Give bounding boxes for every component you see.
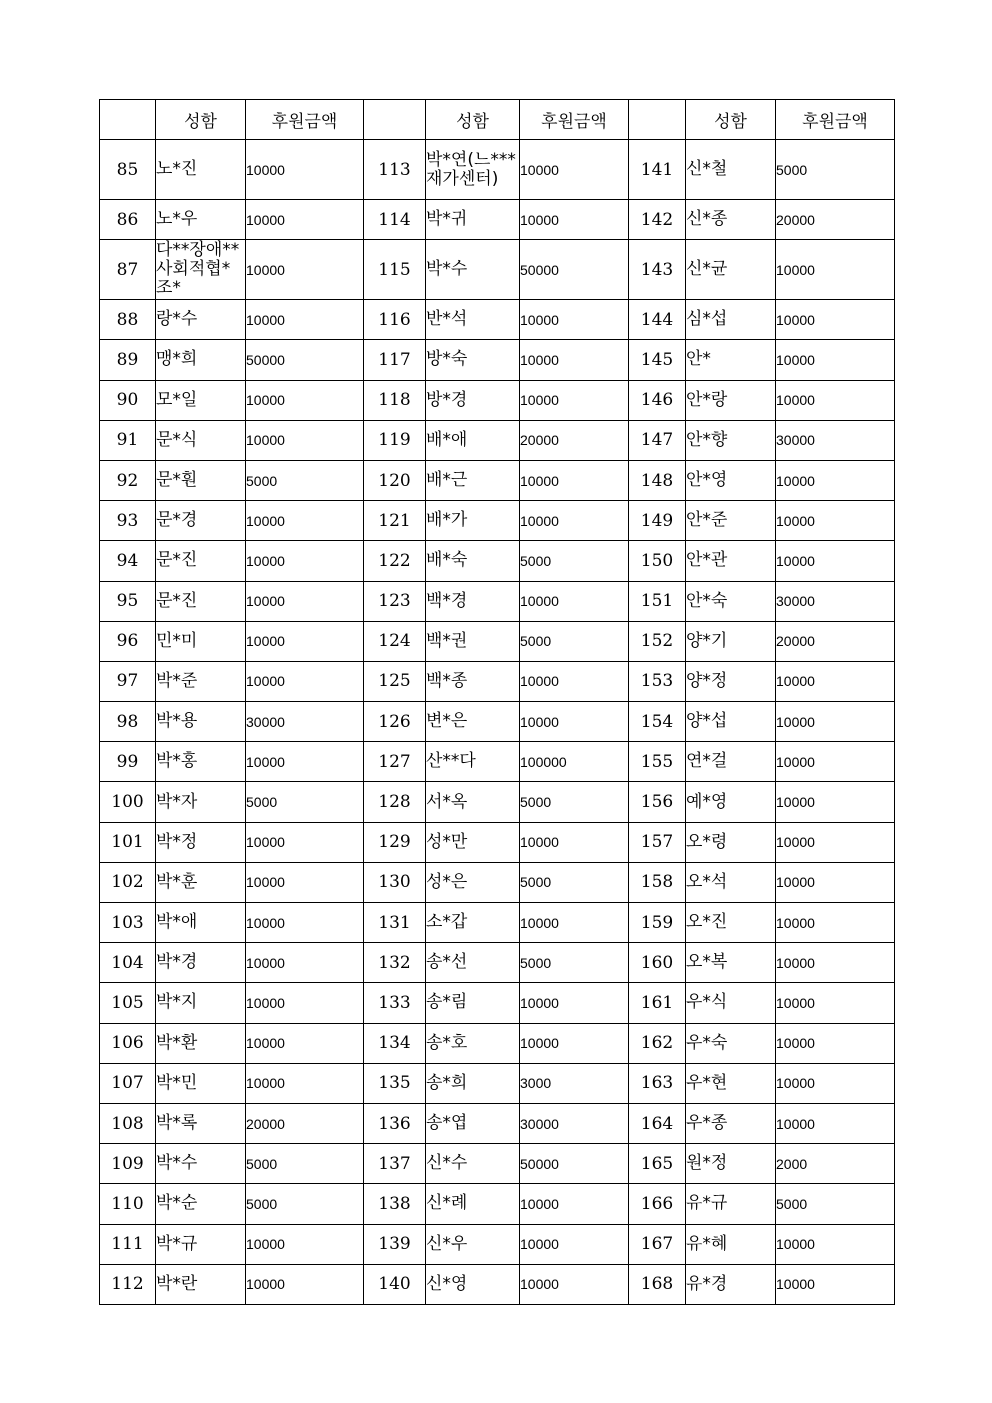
donor-number: 121 — [364, 501, 426, 541]
donor-name: 심*섭 — [686, 300, 776, 340]
donation-amount: 10000 — [520, 380, 629, 420]
donor-name: 소*갑 — [426, 903, 520, 943]
donor-name: 문*훤 — [156, 460, 246, 500]
donor-name: 박*훈 — [156, 862, 246, 902]
donor-name: 백*경 — [426, 581, 520, 621]
donor-name: 안*영 — [686, 460, 776, 500]
donor-number: 145 — [629, 340, 686, 380]
donation-amount: 10000 — [246, 240, 364, 300]
donor-number: 132 — [364, 943, 426, 983]
donor-name: 문*경 — [156, 501, 246, 541]
table-row — [100, 1063, 895, 1103]
donation-amount: 10000 — [246, 1023, 364, 1063]
donor-table — [99, 99, 895, 1305]
donor-name: 안*준 — [686, 501, 776, 541]
donation-amount: 10000 — [776, 501, 895, 541]
donor-number: 128 — [364, 782, 426, 822]
table-row — [100, 380, 895, 420]
donation-amount: 20000 — [776, 200, 895, 240]
number-header — [100, 100, 156, 140]
donation-amount: 10000 — [520, 1184, 629, 1224]
donation-amount: 10000 — [776, 862, 895, 902]
donor-name: 맹*희 — [156, 340, 246, 380]
donor-name: 원*정 — [686, 1144, 776, 1184]
donor-number: 122 — [364, 541, 426, 581]
table-row — [100, 661, 895, 701]
donation-amount: 5000 — [520, 541, 629, 581]
donation-amount: 10000 — [776, 460, 895, 500]
donation-amount: 30000 — [246, 702, 364, 742]
donor-number: 155 — [629, 742, 686, 782]
donor-number: 96 — [100, 621, 156, 661]
donation-amount: 10000 — [246, 140, 364, 200]
donor-number: 123 — [364, 581, 426, 621]
table-row — [100, 1224, 895, 1264]
donation-amount: 10000 — [246, 541, 364, 581]
donor-number: 135 — [364, 1063, 426, 1103]
donation-amount: 10000 — [246, 661, 364, 701]
donation-amount: 10000 — [246, 983, 364, 1023]
donor-number: 144 — [629, 300, 686, 340]
donor-number: 160 — [629, 943, 686, 983]
donor-name: 박*용 — [156, 702, 246, 742]
donor-number: 89 — [100, 340, 156, 380]
donation-amount: 5000 — [776, 1184, 895, 1224]
donor-name: 우*현 — [686, 1063, 776, 1103]
donation-amount: 10000 — [776, 943, 895, 983]
donor-number: 147 — [629, 420, 686, 460]
donation-amount: 10000 — [520, 200, 629, 240]
donation-amount: 100000 — [520, 742, 629, 782]
donor-number: 161 — [629, 983, 686, 1023]
donor-number: 102 — [100, 862, 156, 902]
donor-name: 유*혜 — [686, 1224, 776, 1264]
donor-name: 송*선 — [426, 943, 520, 983]
donation-amount: 30000 — [776, 581, 895, 621]
donation-amount: 50000 — [520, 240, 629, 300]
donation-amount: 5000 — [246, 782, 364, 822]
donation-amount: 10000 — [520, 822, 629, 862]
donor-number: 134 — [364, 1023, 426, 1063]
donor-name: 박*규 — [156, 1224, 246, 1264]
donor-name: 박*란 — [156, 1264, 246, 1304]
donor-name: 박*수 — [426, 240, 520, 300]
donation-amount: 10000 — [246, 742, 364, 782]
table-row — [100, 702, 895, 742]
donation-amount: 10000 — [520, 340, 629, 380]
donor-name: 서*옥 — [426, 782, 520, 822]
donor-name: 양*정 — [686, 661, 776, 701]
table-row — [100, 742, 895, 782]
donation-amount: 10000 — [776, 300, 895, 340]
donor-number: 168 — [629, 1264, 686, 1304]
donor-name: 배*숙 — [426, 541, 520, 581]
donor-number: 143 — [629, 240, 686, 300]
donor-name: 신*례 — [426, 1184, 520, 1224]
donor-name: 문*식 — [156, 420, 246, 460]
donor-number: 140 — [364, 1264, 426, 1304]
table-row — [100, 1144, 895, 1184]
donation-amount: 10000 — [776, 1264, 895, 1304]
donor-name: 예*영 — [686, 782, 776, 822]
donation-amount: 10000 — [776, 1103, 895, 1143]
donor-name: 박*준 — [156, 661, 246, 701]
donor-name: 박*홍 — [156, 742, 246, 782]
donation-amount: 10000 — [776, 702, 895, 742]
donation-amount: 10000 — [776, 983, 895, 1023]
donation-amount: 10000 — [520, 661, 629, 701]
donor-number: 136 — [364, 1103, 426, 1143]
donor-name: 배*애 — [426, 420, 520, 460]
donor-number: 90 — [100, 380, 156, 420]
table-row — [100, 1103, 895, 1143]
donor-name: 노*우 — [156, 200, 246, 240]
donor-name: 백*종 — [426, 661, 520, 701]
donor-name: 오*령 — [686, 822, 776, 862]
donor-number: 125 — [364, 661, 426, 701]
header-row — [100, 100, 895, 140]
donor-name: 박*자 — [156, 782, 246, 822]
donation-amount: 10000 — [520, 460, 629, 500]
donor-number: 163 — [629, 1063, 686, 1103]
table-row — [100, 621, 895, 661]
donor-number: 120 — [364, 460, 426, 500]
donor-number: 86 — [100, 200, 156, 240]
donor-number: 137 — [364, 1144, 426, 1184]
donor-number: 166 — [629, 1184, 686, 1224]
donor-name: 박*록 — [156, 1103, 246, 1143]
donor-number: 141 — [629, 140, 686, 200]
donor-name: 송*림 — [426, 983, 520, 1023]
donor-number: 149 — [629, 501, 686, 541]
donor-number: 112 — [100, 1264, 156, 1304]
donor-number: 127 — [364, 742, 426, 782]
table-row — [100, 240, 895, 300]
donation-amount: 10000 — [520, 1023, 629, 1063]
donor-number: 104 — [100, 943, 156, 983]
donor-number: 146 — [629, 380, 686, 420]
donor-number: 103 — [100, 903, 156, 943]
donor-name: 유*경 — [686, 1264, 776, 1304]
donation-amount: 10000 — [776, 782, 895, 822]
donor-name: 안* — [686, 340, 776, 380]
donation-amount: 10000 — [520, 1264, 629, 1304]
donor-number: 167 — [629, 1224, 686, 1264]
donor-name: 랑*수 — [156, 300, 246, 340]
donor-name: 송*희 — [426, 1063, 520, 1103]
table-row — [100, 420, 895, 460]
donor-name: 신*수 — [426, 1144, 520, 1184]
donor-name: 유*규 — [686, 1184, 776, 1224]
donor-name: 박*경 — [156, 943, 246, 983]
donor-number: 124 — [364, 621, 426, 661]
donor-name: 양*섭 — [686, 702, 776, 742]
donor-number: 85 — [100, 140, 156, 200]
donor-number: 107 — [100, 1063, 156, 1103]
donor-number: 110 — [100, 1184, 156, 1224]
donation-amount: 10000 — [246, 300, 364, 340]
donor-name: 민*미 — [156, 621, 246, 661]
donor-name: 백*권 — [426, 621, 520, 661]
donor-number: 116 — [364, 300, 426, 340]
donor-number: 151 — [629, 581, 686, 621]
donor-number: 92 — [100, 460, 156, 500]
table-row — [100, 300, 895, 340]
donor-name: 신*철 — [686, 140, 776, 200]
table-row — [100, 1264, 895, 1304]
amount-header: 후원금액 — [246, 100, 364, 140]
donor-name: 안*향 — [686, 420, 776, 460]
donation-amount: 10000 — [246, 501, 364, 541]
donor-name: 박*귀 — [426, 200, 520, 240]
donation-amount: 20000 — [246, 1103, 364, 1143]
donation-amount: 5000 — [520, 782, 629, 822]
donor-name: 박*연(느***재가센터) — [426, 140, 520, 200]
donation-amount: 10000 — [776, 822, 895, 862]
donation-amount: 5000 — [246, 460, 364, 500]
table-row — [100, 782, 895, 822]
donor-name: 오*진 — [686, 903, 776, 943]
table-row — [100, 340, 895, 380]
donation-amount: 5000 — [520, 943, 629, 983]
table-row — [100, 1023, 895, 1063]
table-row — [100, 943, 895, 983]
table-body — [100, 140, 895, 1305]
donation-amount: 10000 — [776, 903, 895, 943]
donor-name: 배*근 — [426, 460, 520, 500]
donor-name: 성*만 — [426, 822, 520, 862]
donor-number: 126 — [364, 702, 426, 742]
donor-number: 98 — [100, 702, 156, 742]
donor-number: 101 — [100, 822, 156, 862]
donation-amount: 10000 — [246, 581, 364, 621]
donor-name: 박*환 — [156, 1023, 246, 1063]
donor-name: 산**다 — [426, 742, 520, 782]
name-header: 성함 — [426, 100, 520, 140]
donor-number: 129 — [364, 822, 426, 862]
table-row — [100, 983, 895, 1023]
donor-name: 안*관 — [686, 541, 776, 581]
donor-name: 신*우 — [426, 1224, 520, 1264]
donor-number: 133 — [364, 983, 426, 1023]
donation-amount: 10000 — [520, 581, 629, 621]
table-row — [100, 460, 895, 500]
donor-number: 154 — [629, 702, 686, 742]
donor-number: 148 — [629, 460, 686, 500]
donation-amount: 10000 — [246, 1224, 364, 1264]
donation-amount: 10000 — [246, 420, 364, 460]
donation-amount: 5000 — [246, 1184, 364, 1224]
donation-amount: 50000 — [520, 1144, 629, 1184]
number-header — [364, 100, 426, 140]
donor-name: 반*석 — [426, 300, 520, 340]
donation-amount: 10000 — [776, 541, 895, 581]
donor-number: 156 — [629, 782, 686, 822]
donation-amount: 10000 — [776, 742, 895, 782]
donation-amount: 5000 — [776, 140, 895, 200]
donor-number: 115 — [364, 240, 426, 300]
donation-amount: 10000 — [776, 380, 895, 420]
donor-name: 다**장애**사회적협*조* — [156, 240, 246, 300]
donor-name: 성*은 — [426, 862, 520, 902]
donation-amount: 20000 — [520, 420, 629, 460]
donation-amount: 3000 — [520, 1063, 629, 1103]
donor-number: 91 — [100, 420, 156, 460]
donor-name: 문*진 — [156, 581, 246, 621]
table-row — [100, 140, 895, 200]
donation-amount: 5000 — [520, 621, 629, 661]
donor-number: 111 — [100, 1224, 156, 1264]
donor-name: 모*일 — [156, 380, 246, 420]
donation-amount: 10000 — [520, 1224, 629, 1264]
donor-number: 87 — [100, 240, 156, 300]
donor-name: 박*민 — [156, 1063, 246, 1103]
donation-amount: 10000 — [520, 501, 629, 541]
donor-number: 164 — [629, 1103, 686, 1143]
donor-name: 박*순 — [156, 1184, 246, 1224]
donor-number: 108 — [100, 1103, 156, 1143]
table-row — [100, 1184, 895, 1224]
table-header — [100, 100, 895, 140]
donation-amount: 50000 — [246, 340, 364, 380]
donor-name: 안*랑 — [686, 380, 776, 420]
donor-number: 162 — [629, 1023, 686, 1063]
donor-number: 157 — [629, 822, 686, 862]
donation-amount: 30000 — [520, 1103, 629, 1143]
donor-number: 142 — [629, 200, 686, 240]
donor-number: 99 — [100, 742, 156, 782]
donor-number: 152 — [629, 621, 686, 661]
donor-name: 오*복 — [686, 943, 776, 983]
donor-number: 88 — [100, 300, 156, 340]
donor-number: 114 — [364, 200, 426, 240]
donor-number: 158 — [629, 862, 686, 902]
donor-number: 153 — [629, 661, 686, 701]
number-header — [629, 100, 686, 140]
donation-amount: 20000 — [776, 621, 895, 661]
donor-number: 131 — [364, 903, 426, 943]
donation-amount: 5000 — [520, 862, 629, 902]
donation-amount: 10000 — [520, 903, 629, 943]
donation-amount: 10000 — [246, 380, 364, 420]
donation-amount: 10000 — [246, 621, 364, 661]
donation-amount: 10000 — [776, 661, 895, 701]
donor-name: 우*식 — [686, 983, 776, 1023]
donor-number: 97 — [100, 661, 156, 701]
donation-amount: 5000 — [246, 1144, 364, 1184]
donation-amount: 30000 — [776, 420, 895, 460]
name-header: 성함 — [156, 100, 246, 140]
donor-number: 118 — [364, 380, 426, 420]
donation-amount: 10000 — [246, 822, 364, 862]
donor-number: 94 — [100, 541, 156, 581]
donor-number: 138 — [364, 1184, 426, 1224]
donation-amount: 10000 — [776, 1224, 895, 1264]
donation-amount: 10000 — [246, 862, 364, 902]
donor-number: 159 — [629, 903, 686, 943]
donation-amount: 10000 — [520, 702, 629, 742]
donor-name: 박*정 — [156, 822, 246, 862]
donor-number: 139 — [364, 1224, 426, 1264]
donation-amount: 10000 — [776, 1063, 895, 1103]
donor-name: 송*호 — [426, 1023, 520, 1063]
donor-name: 우*종 — [686, 1103, 776, 1143]
table-row — [100, 541, 895, 581]
table-row — [100, 903, 895, 943]
donor-number: 100 — [100, 782, 156, 822]
donation-amount: 2000 — [776, 1144, 895, 1184]
amount-header: 후원금액 — [776, 100, 895, 140]
donor-name: 안*숙 — [686, 581, 776, 621]
donation-amount: 10000 — [246, 903, 364, 943]
donor-number: 165 — [629, 1144, 686, 1184]
donor-name: 방*경 — [426, 380, 520, 420]
donation-amount: 10000 — [246, 200, 364, 240]
donor-number: 95 — [100, 581, 156, 621]
donor-number: 150 — [629, 541, 686, 581]
donor-name: 노*진 — [156, 140, 246, 200]
donor-name: 양*기 — [686, 621, 776, 661]
donor-name: 박*지 — [156, 983, 246, 1023]
donor-number: 119 — [364, 420, 426, 460]
name-header: 성함 — [686, 100, 776, 140]
donor-name: 문*진 — [156, 541, 246, 581]
table-row — [100, 501, 895, 541]
donation-amount: 10000 — [520, 983, 629, 1023]
amount-header: 후원금액 — [520, 100, 629, 140]
donor-name: 연*걸 — [686, 742, 776, 782]
donation-amount: 10000 — [520, 300, 629, 340]
donor-name: 신*영 — [426, 1264, 520, 1304]
donor-name: 방*숙 — [426, 340, 520, 380]
donor-number: 113 — [364, 140, 426, 200]
donor-name: 박*수 — [156, 1144, 246, 1184]
donor-number: 105 — [100, 983, 156, 1023]
table-row — [100, 822, 895, 862]
donor-name: 신*종 — [686, 200, 776, 240]
donation-amount: 10000 — [246, 1264, 364, 1304]
table-row — [100, 200, 895, 240]
donation-amount: 10000 — [520, 140, 629, 200]
table-row — [100, 862, 895, 902]
donor-name: 신*균 — [686, 240, 776, 300]
donor-number: 130 — [364, 862, 426, 902]
table-row — [100, 581, 895, 621]
donor-number: 93 — [100, 501, 156, 541]
donor-name: 우*숙 — [686, 1023, 776, 1063]
donation-amount: 10000 — [776, 240, 895, 300]
donor-name: 송*엽 — [426, 1103, 520, 1143]
donation-amount: 10000 — [776, 1023, 895, 1063]
donation-amount: 10000 — [246, 1063, 364, 1103]
donor-name: 박*애 — [156, 903, 246, 943]
donor-name: 배*가 — [426, 501, 520, 541]
donation-amount: 10000 — [776, 340, 895, 380]
donor-number: 106 — [100, 1023, 156, 1063]
donor-number: 109 — [100, 1144, 156, 1184]
donor-name: 오*석 — [686, 862, 776, 902]
donor-number: 117 — [364, 340, 426, 380]
donor-name: 변*은 — [426, 702, 520, 742]
donation-amount: 10000 — [246, 943, 364, 983]
